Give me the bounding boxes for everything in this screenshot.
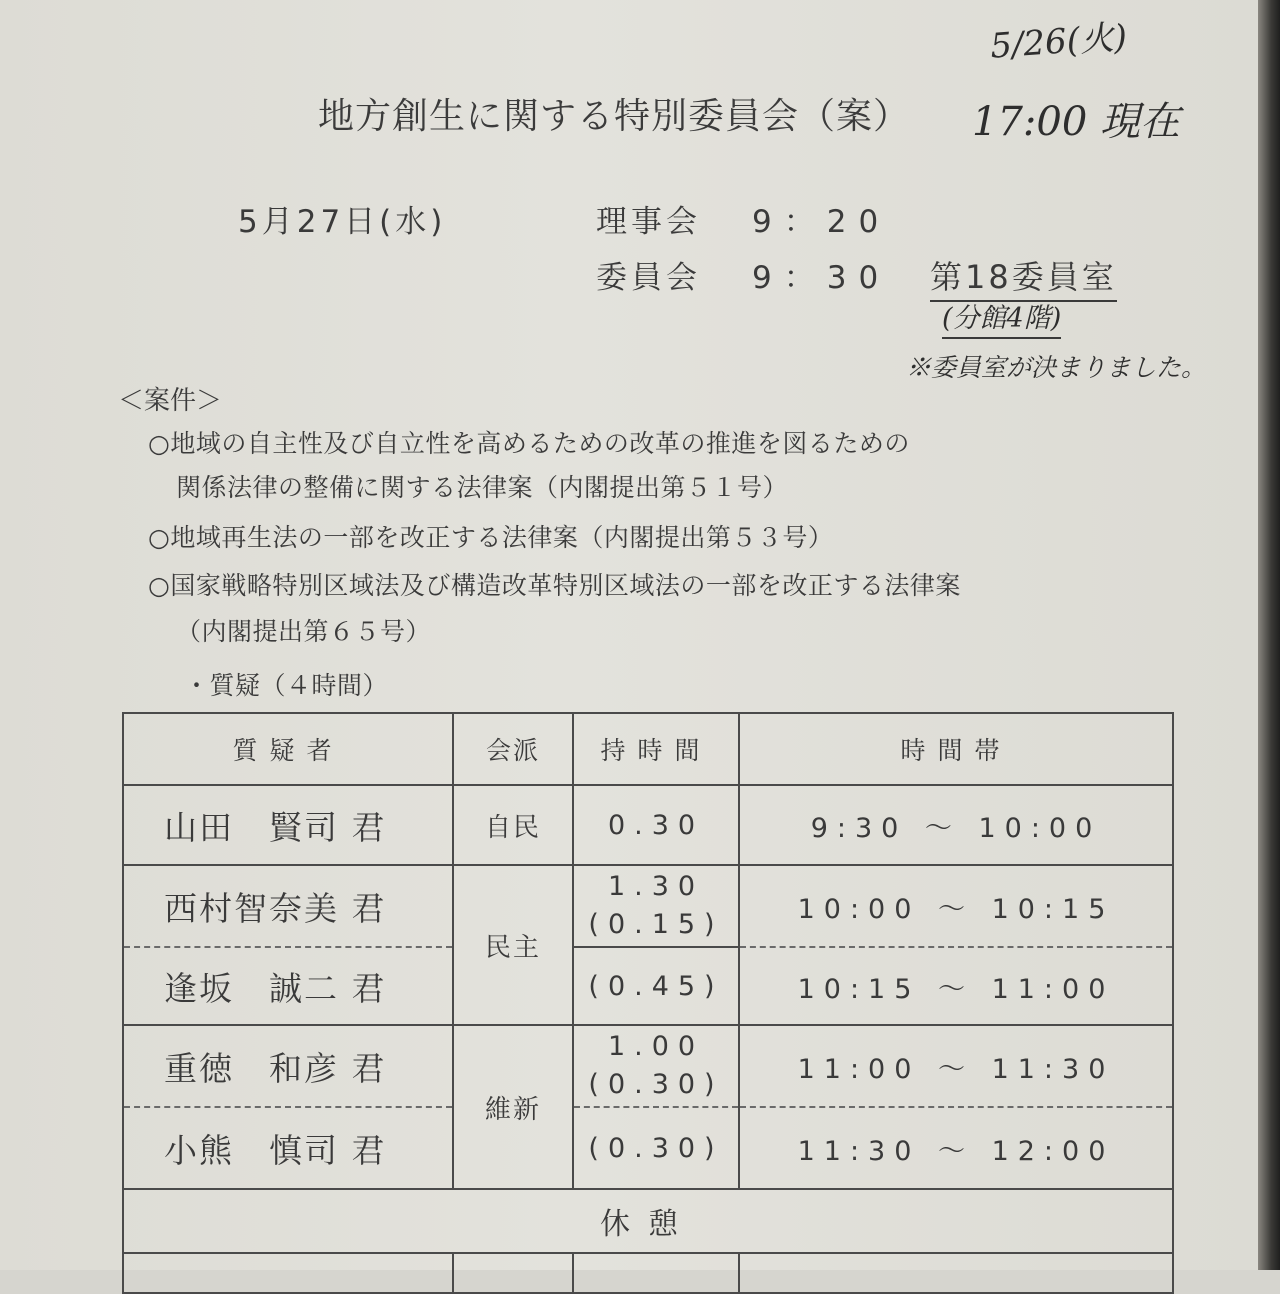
- document-title: 地方創生に関する特別委員会（案）: [318, 96, 911, 137]
- committee-label: 委員会: [596, 260, 701, 296]
- empty-cell: [739, 1253, 1173, 1293]
- allotted-time: (0.30): [573, 1107, 739, 1189]
- board-time: 9：20: [752, 204, 891, 240]
- time-slot: 9:30 ～ 10:00: [739, 785, 1173, 865]
- questioner-name: 西村智奈美 君: [123, 865, 453, 947]
- table-row: [123, 1025, 1173, 1107]
- allotted-time-individual: (0.30): [588, 1069, 724, 1100]
- table-row: [123, 1107, 1173, 1189]
- time-slot: 10:15 ～ 11:00: [739, 947, 1173, 1025]
- break-label: 休憩: [123, 1189, 1173, 1253]
- questioner-name: 逢坂 誠二 君: [123, 947, 453, 1025]
- allotted-time-total: 1.30: [607, 871, 705, 902]
- agenda-item-1-line2: 関係法律の整備に関する法律案（内閣提出第５１号）: [176, 473, 789, 502]
- committee-room: 第18委員室: [930, 252, 1117, 302]
- empty-cell: [123, 1253, 453, 1293]
- party-name: 民主: [453, 865, 573, 1025]
- table-row-partial: [123, 1253, 1173, 1293]
- agenda-item-3-line1: ○国家戦略特別区域法及び構造改革特別区域法の一部を改正する法律案: [148, 571, 961, 600]
- time-slot: 11:00 ～ 11:30: [739, 1025, 1173, 1107]
- header-allotted-time: 持時間: [573, 713, 739, 785]
- allotted-time: 0.30: [573, 785, 739, 865]
- time-slot: 11:30 ～ 12:00: [739, 1107, 1173, 1189]
- header-party: 会派: [453, 713, 573, 785]
- page-edge-shadow: [1258, 0, 1280, 1270]
- allotted-time: (0.45): [573, 947, 739, 1025]
- questioner-name: 山田 賢司 君: [123, 785, 453, 865]
- party-name: 維新: [453, 1025, 573, 1189]
- time-slot: 10:00 ～ 10:15: [739, 865, 1173, 947]
- handwritten-room-decided-note: ※委員室が決まりました。: [906, 353, 1207, 382]
- agenda-item-3-line2: （内閣提出第６５号）: [176, 617, 432, 646]
- party-name: 自民: [453, 785, 573, 865]
- agenda-item-2-line1: ○地域再生法の一部を改正する法律案（内閣提出第５３号）: [148, 523, 834, 552]
- allotted-time: [573, 1025, 739, 1107]
- table-row: [123, 865, 1173, 947]
- board-label: 理事会: [596, 204, 701, 240]
- break-row: [123, 1189, 1173, 1253]
- qa-note: ・質疑（４時間）: [184, 671, 389, 700]
- header-questioner: 質疑者: [123, 713, 453, 785]
- schedule-table: [122, 712, 1174, 1294]
- handwritten-time-note: 17:00 現在: [972, 99, 1180, 145]
- agenda-item-1-line1: ○地域の自主性及び自立性を高めるための改革の推進を図るための: [148, 429, 910, 458]
- handwritten-date-note: 5/26(火): [989, 17, 1129, 67]
- allotted-time-individual: (0.15): [588, 909, 724, 940]
- handwritten-floor-note: (分館4階): [942, 296, 1061, 339]
- allotted-time-total: 1.00: [607, 1031, 705, 1062]
- questioner-name: 小熊 慎司 君: [123, 1107, 453, 1189]
- agenda-heading: ＜案件＞: [118, 386, 223, 416]
- table-row: [123, 947, 1173, 1025]
- header-time-slot: 時間帯: [739, 713, 1173, 785]
- questioner-name: 重徳 和彦 君: [123, 1025, 453, 1107]
- allotted-time: [573, 865, 739, 947]
- table-header-row: [123, 713, 1173, 785]
- table-row: [123, 785, 1173, 865]
- empty-cell: [453, 1253, 573, 1293]
- committee-time: 9：30: [752, 260, 891, 296]
- empty-cell: [573, 1253, 739, 1293]
- meeting-date: 5月27日(水): [238, 204, 447, 240]
